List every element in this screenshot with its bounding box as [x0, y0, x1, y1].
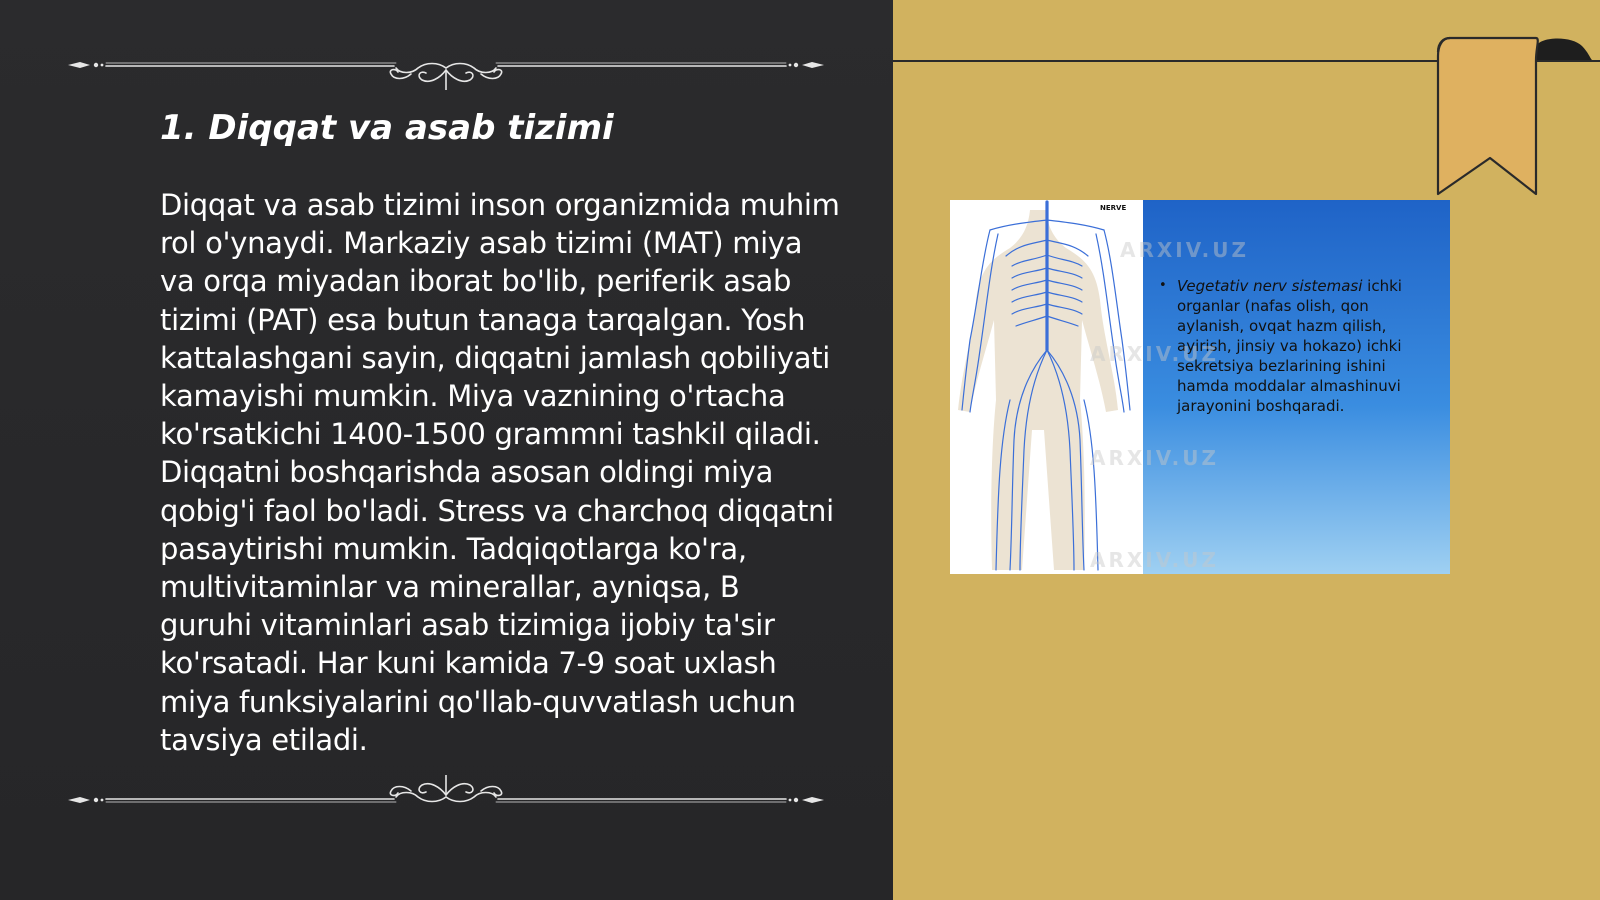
slide-title: 1. Diqqat va asab tizimi — [160, 108, 614, 148]
nervous-system-illustration — [950, 200, 1143, 574]
body-paragraph: Diqqat va asab tizimi inson organizmida muhim rol o'ynaydi. Markaziy asab tizimi (MAT) miya va orqa miyadan iborat bo'lib, periferik asab tizimi (PAT) esa butun tanaga tarqalgan. Yosh kattalashgani sayin, diqqatni jamlash qobiliyati kamayishi mumkin. Miya vaznining o'rtacha ko'rsatkichi 1400-1500 grammni tashkil qiladi. Diqqatni boshqarishda asosan oldingi miya qobig'i faol bo'ladi. Stress va charchoq diqqatni pasaytirishi mumkin. Tadqiqotlarga ko'ra, multivitaminlar va minerallar, ayniqsa, B guruhi vitaminlari asab tizimiga ijobiy ta'sir ko'rsatadi. Har kuni kamida 7-9 soat uxlash miya funksiyalarini qo'llab-quvvatlash uchun tavsiya etiladi. — [160, 188, 840, 757]
watermark: ARXIV.UZ — [1090, 342, 1219, 366]
info-bullet-icon: • — [1159, 278, 1167, 293]
watermark: ARXIV.UZ — [1120, 238, 1249, 262]
nerve-body-icon — [950, 200, 1143, 574]
info-description: ichki organlar (nafas olish, qon aylanish, ovqat hazm qilish, ayirish, jinsiy va hokazo) ichki sekretsiya bezlarining ishini hamda moddalar almashinuvi jarayonini boshqaradi. — [1177, 277, 1402, 415]
ornament-divider-top — [66, 40, 826, 90]
watermark: ARXIV.UZ — [1090, 446, 1219, 470]
bookmark-ribbon-icon — [1432, 34, 1600, 204]
nervous-system-figure — [950, 200, 1450, 574]
info-term: Vegetativ nerv sistemasi — [1177, 277, 1363, 295]
watermark: ARXIV.UZ — [1090, 548, 1219, 572]
ornament-divider-bottom — [66, 775, 826, 825]
nerve-label: NERVE — [1100, 204, 1127, 212]
